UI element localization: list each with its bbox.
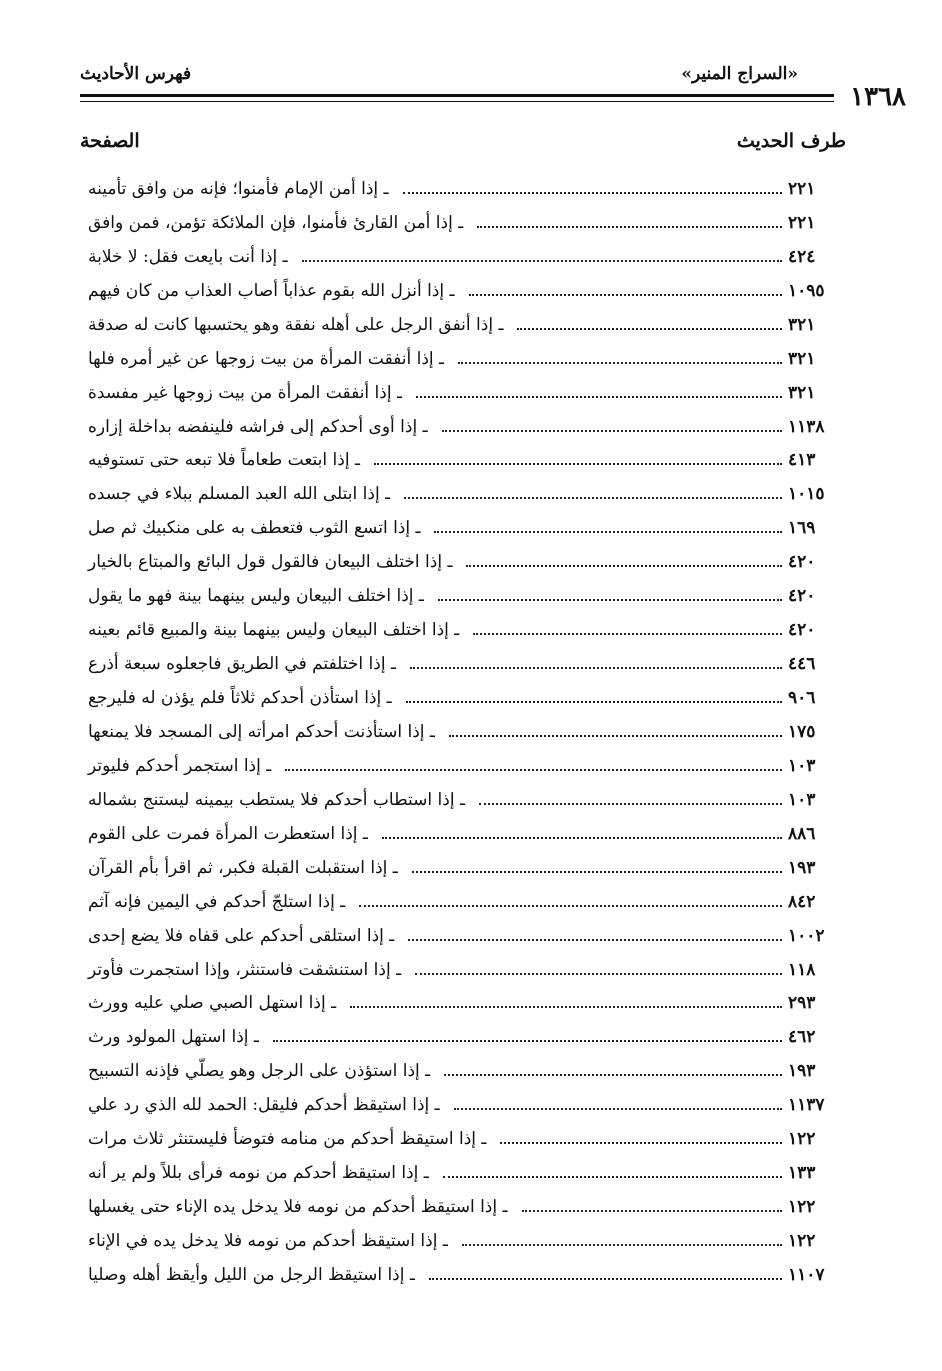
dot-leader: [404, 497, 782, 499]
page-reference: ٤٢٤: [788, 246, 816, 267]
index-entry: [78, 1020, 846, 1054]
page-reference: ١١٣٧: [788, 1095, 825, 1116]
dot-leader: [477, 226, 782, 228]
index-entry: [78, 1224, 846, 1258]
index-entry: [78, 410, 846, 444]
dot-leader: [500, 1142, 782, 1144]
page-reference: ٤٢٠: [788, 586, 816, 607]
header-rule-thick: [80, 94, 834, 97]
page-reference: ٣٢١: [788, 382, 816, 403]
hadith-incipit: ـ إذا استهل الصبي صلي عليه وورث: [88, 993, 337, 1014]
page-reference: ١٩٣: [788, 857, 816, 878]
column-heading-page: الصفحة: [80, 130, 140, 152]
dot-leader: [406, 701, 782, 703]
dot-leader: [517, 328, 782, 330]
page-reference: ٤١٣: [788, 450, 816, 471]
dot-leader: [444, 1074, 782, 1076]
hadith-incipit: ـ إذا أنفقت المرأة من بيت زوجها غير مفسدة: [88, 382, 402, 403]
hadith-incipit: ـ إذا استلجّ أحدكم في اليمين فإنه آثم: [88, 891, 346, 912]
page-reference: ٢٩٣: [788, 993, 816, 1014]
dot-leader: [416, 396, 782, 398]
hadith-incipit: ـ إذا استطاب أحدكم فلا يستطب بيمينه ليستنج بشماله: [88, 789, 465, 810]
page-reference: ١٧٥: [788, 721, 816, 742]
dot-leader: [449, 735, 782, 737]
hadith-index-list: [78, 172, 846, 1292]
page-reference: ١٦٩: [788, 518, 816, 539]
dot-leader: [438, 599, 782, 601]
hadith-incipit: ـ إذا استأذنت أحدكم امرأته إلى المسجد فلا يمنعها: [88, 721, 435, 742]
page-reference: ١٠٣: [788, 789, 816, 810]
index-entry: [78, 206, 846, 240]
page-reference: ١١٠٧: [788, 1264, 825, 1285]
index-entry: [78, 817, 846, 851]
hadith-incipit: ـ إذا أمن الإمام فأمنوا؛ فإنه من وافق تأمينه: [88, 178, 389, 199]
page-reference: ٣٢١: [788, 348, 816, 369]
page-reference: ١٠١٥: [788, 484, 825, 505]
index-entry: [78, 783, 846, 817]
hadith-incipit: ـ إذا استيقظ أحدكم من نومه فلا يدخل يده في الإناء: [88, 1231, 448, 1252]
dot-leader: [469, 294, 782, 296]
page-reference: ١٢٢: [788, 1129, 816, 1150]
hadith-incipit: ـ إذا استهل المولود ورث: [88, 1027, 259, 1048]
index-entry: [78, 1156, 846, 1190]
dot-leader: [410, 667, 782, 669]
index-entry: [78, 1088, 846, 1122]
hadith-incipit: ـ إذا استيقظ أحدكم من نومه فرأى بللاً ولم ير أنه: [88, 1163, 429, 1184]
hadith-incipit: ـ إذا استنشقت فاستنثر، وإذا استجمرت فأوتر: [88, 959, 402, 980]
page-reference: ٢٢١: [788, 178, 816, 199]
hadith-incipit: ـ إذا أمن القارئ فأمنوا، فإن الملائكة تؤمن، فمن وافق: [88, 212, 464, 233]
page-reference: ١٠٩٥: [788, 280, 825, 301]
page-reference: ٤٢٠: [788, 552, 816, 573]
dot-leader: [374, 463, 782, 465]
index-entry: [78, 579, 846, 613]
index-entry: [78, 647, 846, 681]
hadith-incipit: ـ إذا استيقظ أحدكم من منامه فتوضأ فليستنثر ثلاث مرات: [88, 1129, 487, 1150]
page-reference: ١٠٣: [788, 755, 816, 776]
page-reference: ٨٨٦: [788, 823, 816, 844]
index-entry: [78, 342, 846, 376]
dot-leader: [522, 1210, 783, 1212]
hadith-incipit: ـ إذا أوى أحدكم إلى فراشه فلينفضه بداخلة إزاره: [88, 416, 428, 437]
index-entry: [78, 919, 846, 953]
dot-leader: [442, 430, 782, 432]
index-entry: [78, 240, 846, 274]
hadith-incipit: ـ إذا استيقظ أحدكم فليقل: الحمد لله الذي رد علي: [88, 1095, 440, 1116]
hadith-incipit: ـ إذا ابتعت طعاماً فلا تبعه حتى تستوفيه: [88, 450, 360, 471]
hadith-incipit: ـ إذا استؤذن على الرجل وهو يصلّي فإذنه التسبيح: [88, 1061, 431, 1082]
dot-leader: [302, 260, 782, 262]
dot-leader: [273, 1040, 782, 1042]
hadith-incipit: ـ إذا أنفقت المرأة من بيت زوجها عن غير أمره فلها: [88, 348, 445, 369]
dot-leader: [462, 1244, 782, 1246]
page-reference: ١١٨: [788, 959, 816, 980]
book-title: «السراج المنير»: [681, 64, 798, 84]
hadith-incipit: ـ إذا استيقظ الرجل من الليل وأيقظ أهله وصليا: [88, 1264, 415, 1285]
page-reference: ٤٦٢: [788, 1027, 816, 1048]
dot-leader: [285, 769, 782, 771]
hadith-incipit: ـ إذا استعطرت المرأة فمرت على القوم: [88, 823, 368, 844]
index-entry: [78, 953, 846, 987]
index-entry: [78, 477, 846, 511]
index-entry: [78, 444, 846, 478]
page-reference: ٤٢٠: [788, 620, 816, 641]
dot-leader: [403, 192, 782, 194]
dot-leader: [466, 565, 782, 567]
index-entry: [78, 1054, 846, 1088]
hadith-incipit: ـ إذا أنفق الرجل على أهله نفقة وهو يحتسبها كانت له صدقة: [88, 314, 504, 335]
hadith-incipit: ـ إذا اختلف البيعان وليس بينهما بينة والمبيع قائم بعينه: [88, 620, 460, 641]
page-reference: ٣٢١: [788, 314, 816, 335]
hadith-incipit: ـ إذا اختلف البيعان وليس بينهما بينة فهو ما يقول: [88, 586, 424, 607]
index-entry: [78, 1122, 846, 1156]
page-number: ١٣٦٨: [850, 82, 906, 112]
hadith-incipit: ـ إذا استقبلت القبلة فكبر، ثم اقرأ بأم القرآن: [88, 857, 398, 878]
index-entry: [78, 308, 846, 342]
page-reference: ١١٣٨: [788, 416, 825, 437]
index-entry: [78, 715, 846, 749]
running-header: [80, 58, 906, 112]
index-entry: [78, 274, 846, 308]
page-reference: ٢٢١: [788, 212, 816, 233]
page-reference: ١٢٢: [788, 1231, 816, 1252]
hadith-incipit: ـ إذا استجمر أحدكم فليوتر: [88, 755, 272, 776]
hadith-incipit: ـ إذا استلقى أحدكم على قفاه فلا يضع إحدى: [88, 925, 395, 946]
index-entry: [78, 681, 846, 715]
page-reference: ١٩٣: [788, 1061, 816, 1082]
dot-leader: [473, 633, 782, 635]
index-entry: [78, 885, 846, 919]
index-entry: [78, 172, 846, 206]
index-title: فهرس الأحاديث: [80, 64, 192, 84]
dot-leader: [429, 1278, 782, 1280]
index-entry: [78, 1258, 846, 1292]
page-reference: ١٣٣: [788, 1163, 816, 1184]
page-reference: ١٠٠٢: [788, 925, 825, 946]
index-entry: [78, 749, 846, 783]
hadith-incipit: ـ إذا ابتلى الله العبد المسلم ببلاء في جسده: [88, 484, 391, 505]
dot-leader: [415, 973, 782, 975]
dot-leader: [458, 362, 782, 364]
dot-leader: [479, 803, 782, 805]
index-entry: [78, 613, 846, 647]
dot-leader: [412, 871, 782, 873]
index-entry: [78, 511, 846, 545]
dot-leader: [434, 531, 782, 533]
dot-leader: [454, 1108, 782, 1110]
hadith-incipit: ـ إذا أنت بايعت فقل: لا خلابة: [88, 246, 288, 267]
page-reference: ٤٤٦: [788, 654, 816, 675]
hadith-incipit: ـ إذا استأذن أحدكم ثلاثاً فلم يؤذن له فليرجع: [88, 688, 392, 709]
dot-leader: [382, 837, 782, 839]
hadith-incipit: ـ إذا اختلفتم في الطريق فاجعلوه سبعة أذرع: [88, 654, 396, 675]
index-entry: [78, 376, 846, 410]
column-heading-hadith: طرف الحديث: [736, 130, 846, 152]
hadith-incipit: ـ إذا أنزل الله بقوم عذاباً أصاب العذاب من كان فيهم: [88, 280, 455, 301]
dot-leader: [443, 1176, 782, 1178]
hadith-incipit: ـ إذا اتسع الثوب فتعطف به على منكبيك ثم صل: [88, 518, 421, 539]
page-reference: ١٢٢: [788, 1197, 816, 1218]
hadith-incipit: ـ إذا اختلف البيعان فالقول قول البائع والمبتاع بالخيار: [88, 552, 453, 573]
header-rule-thin: [80, 101, 834, 102]
dot-leader: [408, 939, 782, 941]
hadith-incipit: ـ إذا استيقظ أحدكم من نومه فلا يدخل يده الإناء حتى يغسلها: [88, 1197, 508, 1218]
page-reference: ٩٠٦: [788, 688, 816, 709]
index-entry: [78, 1190, 846, 1224]
dot-leader: [359, 905, 782, 907]
page-reference: ٨٤٢: [788, 891, 816, 912]
index-entry: [78, 545, 846, 579]
index-entry: [78, 851, 846, 885]
index-entry: [78, 987, 846, 1021]
dot-leader: [350, 1006, 782, 1008]
